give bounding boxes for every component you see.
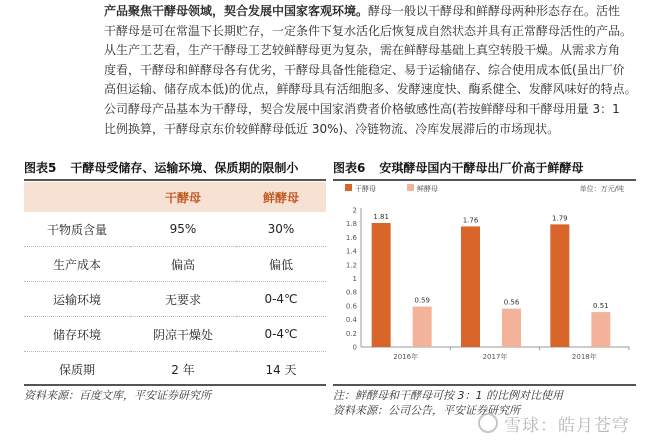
x-tick-label: 2017年 bbox=[482, 353, 508, 361]
row-label: 运输环境 bbox=[24, 282, 130, 317]
comparison-table bbox=[24, 182, 326, 386]
table-row bbox=[24, 352, 326, 387]
row-label: 保质期 bbox=[58, 362, 95, 377]
paragraph-line-7: 比例换算，干酵母京东价较鲜酵母低近 30%)、冷链物流、冷库发展滞后的市场现状。 bbox=[104, 121, 560, 136]
row-label: 生产成本 bbox=[24, 247, 130, 282]
y-tick-label: 0.4 bbox=[345, 316, 357, 325]
bar-鲜酵母-2017年 bbox=[502, 309, 521, 347]
x-tick-label: 2016年 bbox=[393, 353, 419, 361]
y-tick-label: 1.6 bbox=[345, 233, 357, 242]
y-tick-label: 1.2 bbox=[345, 261, 357, 270]
table-row bbox=[24, 317, 326, 352]
y-tick-label: 0.6 bbox=[345, 302, 357, 311]
row-label: 储存环境 bbox=[24, 317, 130, 352]
paragraph-line-2: 干酵母是可在常温下长期贮存，一定条件下复水活化后恢复成自然状态并具有正常酵母活性的产品。 bbox=[104, 23, 633, 38]
y-tick-label: 2 bbox=[352, 206, 357, 215]
fresh-value: 0-4℃ bbox=[236, 317, 326, 352]
y-tick-label: 1.4 bbox=[345, 247, 357, 256]
table-row bbox=[24, 212, 326, 247]
bar-value-label: 1.76 bbox=[462, 216, 479, 225]
fig6-title bbox=[333, 159, 636, 181]
table-header-blank bbox=[24, 182, 130, 212]
body-paragraph bbox=[104, 2, 652, 139]
fresh-value: 偏低 bbox=[236, 247, 326, 282]
table-header-fresh: 鲜酵母 bbox=[236, 182, 326, 212]
y-tick-label: 1 bbox=[352, 275, 357, 283]
fresh-value: 30% bbox=[236, 212, 326, 247]
bar-鲜酵母-2018年 bbox=[591, 312, 610, 347]
bar-value-label: 1.81 bbox=[373, 213, 389, 222]
bar-干酵母-2018年 bbox=[550, 224, 569, 347]
paragraph-line-3: 从生产工艺看，生产干酵母工艺较鲜酵母更为复杂，需在鲜酵母基础上真空转股干燥。从需求方角 bbox=[104, 43, 621, 58]
paragraph-line-5: 高但运输、储存成本低)的优点，鲜酵母具有活细胞多、发酵速度快、酶系健全、发酵风味好的特点。 bbox=[104, 82, 637, 97]
paragraph-lead: 产品聚焦干酵母领域，契合发展中国家客观环境。 bbox=[104, 4, 369, 18]
x-tick-label: 2018年 bbox=[571, 353, 597, 361]
table-row bbox=[24, 282, 326, 317]
table-header-row bbox=[24, 182, 326, 212]
dry-value: 2 年 bbox=[171, 362, 195, 377]
price-bar-chart bbox=[333, 180, 636, 380]
bar-value-label: 0.56 bbox=[503, 298, 520, 307]
paragraph-line-4: 度看，干酵母和鲜酵母各有优劣，干酵母具备性能稳定、易于运输储存、综合使用成本低(虽出厂价 bbox=[104, 62, 625, 77]
fig6-number: 图表6 bbox=[333, 161, 366, 175]
legend-swatch-0 bbox=[345, 184, 352, 191]
legend-swatch-1 bbox=[407, 184, 414, 191]
table-header-dry: 干酵母 bbox=[130, 182, 236, 212]
dry-value: 95% bbox=[130, 212, 236, 247]
fig6-title-text: 安琪酵母国内干酵母出厂价高于鲜酵母 bbox=[379, 161, 584, 175]
fig6-source: 资料来源：公司公告，平安证券研究所 bbox=[333, 404, 520, 417]
unit-label: 单位：万元/吨 bbox=[579, 185, 624, 193]
legend-label-1: 鲜酵母 bbox=[417, 185, 438, 193]
legend-label-0: 干酵母 bbox=[355, 185, 376, 193]
y-tick-label: 0 bbox=[352, 343, 357, 352]
bar-干酵母-2017年 bbox=[461, 226, 480, 347]
bar-鲜酵母-2016年 bbox=[413, 307, 432, 347]
fig5-number: 图表5 bbox=[24, 161, 57, 175]
y-tick-label: 0.8 bbox=[345, 288, 357, 297]
fresh-value: 14 天 bbox=[265, 362, 297, 377]
paragraph-line-6: 公司酵母产品基本为干酵母，契合发展中国家消费者价格敏感性高(若按鲜酵母和干酵母用量 3：1 bbox=[104, 101, 620, 116]
bar-value-label: 0.51 bbox=[593, 302, 609, 311]
row-label: 干物质含量 bbox=[24, 212, 130, 247]
fig5-source: 资料来源：百度文库，平安证券研究所 bbox=[24, 384, 326, 403]
fig5-title bbox=[24, 159, 326, 181]
y-tick-label: 1.8 bbox=[345, 220, 357, 229]
bar-value-label: 1.79 bbox=[552, 214, 568, 223]
dry-value: 偏高 bbox=[130, 247, 236, 282]
table-row bbox=[24, 247, 326, 282]
fresh-value: 0-4℃ bbox=[236, 282, 326, 317]
fig5-title-text: 干酵母受储存、运输环境、保质期的限制小 bbox=[70, 161, 299, 175]
y-tick-label: 0.2 bbox=[345, 329, 357, 338]
dry-value: 无要求 bbox=[130, 282, 236, 317]
dry-value: 阴凉干燥处 bbox=[130, 317, 236, 352]
watermark: 雪球：皓月苍穹 bbox=[504, 416, 630, 436]
paragraph-line-1: 酵母一般以干酵母和鲜酵母两种形态存在。活性 bbox=[368, 4, 621, 18]
bar-干酵母-2016年 bbox=[372, 223, 391, 347]
fig6-note: 注：鲜酵母和干酵母可按 3：1 的比例对比使用 bbox=[333, 384, 636, 403]
bar-value-label: 0.59 bbox=[414, 296, 430, 305]
